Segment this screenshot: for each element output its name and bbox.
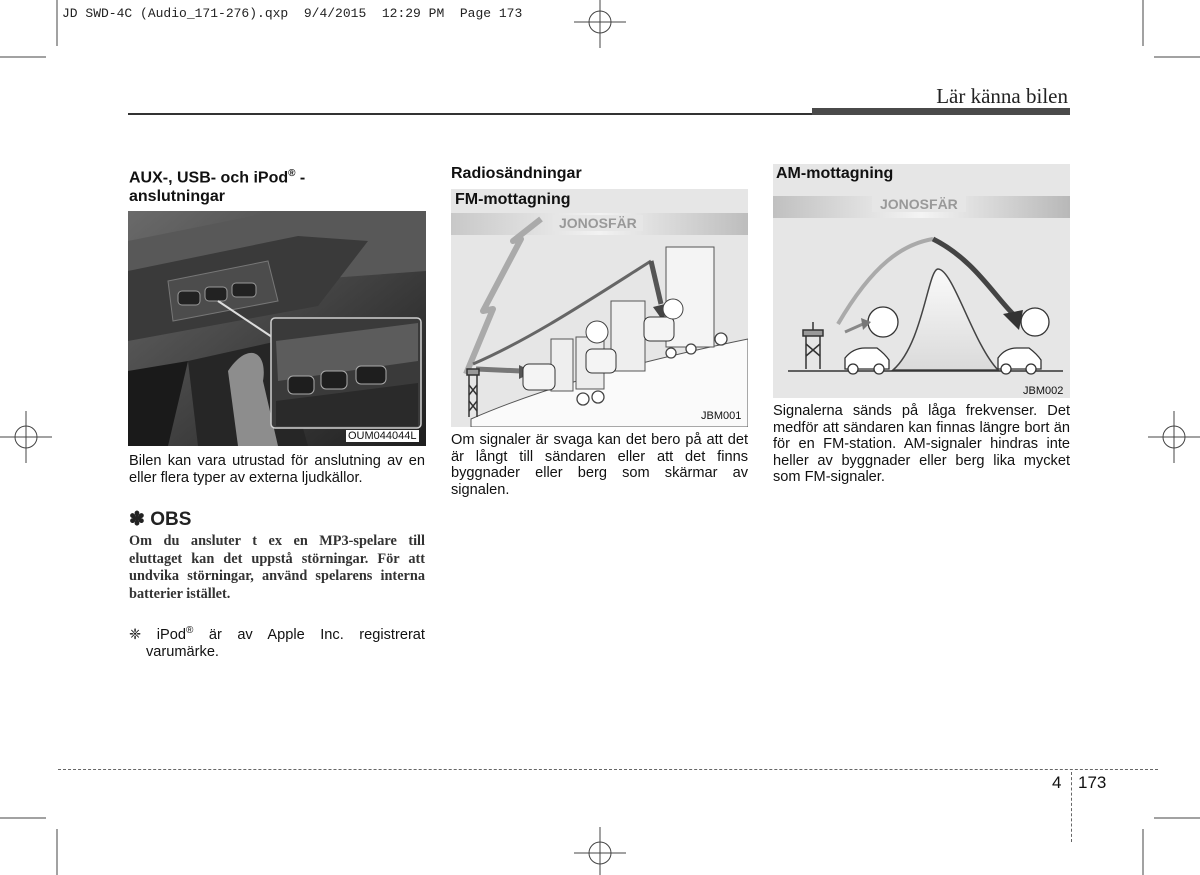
- note-mark: ❈: [129, 626, 157, 643]
- aux-heading-reg: ®: [288, 168, 296, 179]
- photo-code: OUM044044L: [348, 430, 417, 442]
- am-body: Signalerna sänds på låga frekvenser. Det medför att sändaren kan finnas längre bort än för en FM-station. AM-signaler hindras inte heller av byggnader eller berg lika mycket som FM-signaler.: [773, 403, 1070, 486]
- header-rule: [128, 113, 818, 115]
- fm-jonosfar-label: JONOSFÄR: [553, 215, 643, 231]
- note-text: är av Apple Inc. registrerat varumärke.: [146, 626, 425, 660]
- fm-figure-code: JBM001: [701, 410, 742, 422]
- aux-heading-line2: anslutningar: [129, 188, 226, 206]
- fm-figure-title: FM-mottagning: [455, 191, 571, 208]
- footer-divider: [1071, 772, 1072, 842]
- header-rule-bar: [812, 108, 1070, 115]
- am-heading: AM-mottagning: [776, 165, 894, 182]
- section-number: 4: [1052, 773, 1062, 792]
- running-header: Lär känna bilen: [936, 84, 1068, 108]
- page-number: 173: [1078, 773, 1107, 792]
- am-jonosfar-label: JONOSFÄR: [872, 196, 966, 212]
- obs-body: Om du ansluter t ex en MP3-spelare till eluttaget kan det uppstå störningar. För att undvika störningar, använd spelarens interna batterier istället.: [129, 533, 425, 602]
- note-ipod: iPod: [156, 626, 186, 643]
- aux-heading: [129, 164, 429, 206]
- aux-heading-dash: -: [295, 169, 306, 187]
- radio-heading: Radiosändningar: [451, 165, 582, 182]
- aux-heading-text: AUX-, USB- och iPod: [129, 169, 289, 187]
- ipod-note: [129, 622, 425, 661]
- am-figure-code: JBM002: [1023, 385, 1064, 397]
- print-slug: JD SWD-4C (Audio_171-276).qxp 9/4/2015 12:29 PM Page 173: [62, 6, 523, 21]
- aux-usb-photo: [128, 211, 426, 446]
- footer-rule: [58, 769, 1158, 770]
- aux-body: Bilen kan vara utrustad för anslutning av en eller flera typer av externa ljudkällor.: [129, 453, 425, 486]
- radio-body: Om signaler är svaga kan det bero på att det är långt till sändaren eller att det finns byggnader eller berg som skärmar av signalen.: [451, 432, 748, 498]
- obs-title: ✽ OBS: [129, 509, 192, 530]
- note-reg: ®: [185, 625, 194, 636]
